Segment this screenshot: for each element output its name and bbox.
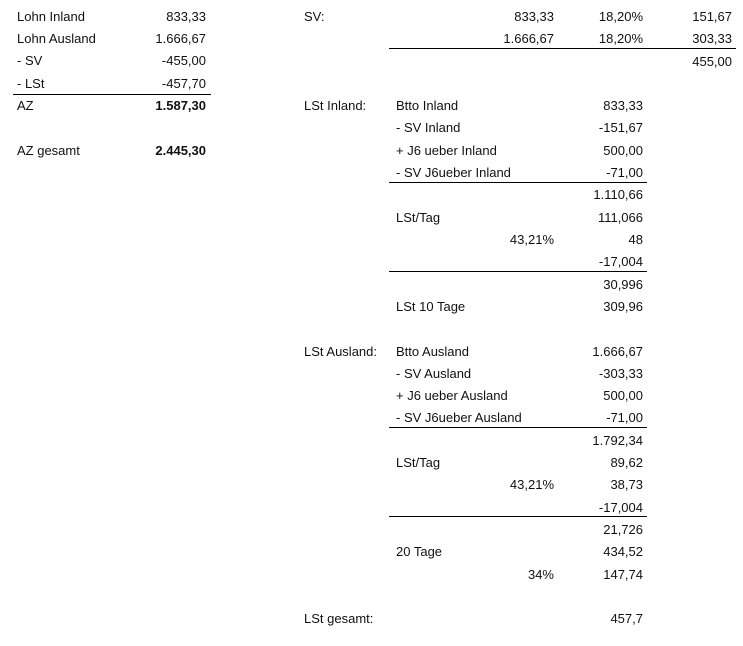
- label-lohn-inland[interactable]: Lohn Inland: [17, 9, 85, 24]
- value-lohn-ausland[interactable]: 1.666,67: [155, 31, 206, 46]
- value-lst-gesamt[interactable]: 457,7: [610, 611, 643, 626]
- value-sv-j6-inland[interactable]: -71,00: [606, 165, 643, 180]
- label-lst-inland[interactable]: LSt Inland:: [304, 98, 367, 113]
- sv-row2-rate[interactable]: 18,20%: [598, 31, 643, 46]
- sv-row1-rate[interactable]: 18,20%: [598, 9, 643, 24]
- sv-row2-base[interactable]: 1.666,67: [503, 31, 554, 46]
- value-sv-ausland[interactable]: -303,33: [598, 366, 643, 381]
- divider-inland-2: [389, 271, 647, 272]
- value-rate-ausland[interactable]: 38,73: [610, 477, 643, 492]
- label-20-tage[interactable]: 20 Tage: [396, 544, 443, 559]
- value-inland-subtotal[interactable]: 1.110,66: [593, 187, 643, 202]
- divider-ausland-1: [389, 427, 647, 428]
- value-sv[interactable]: -455,00: [161, 53, 206, 68]
- label-lst-tag-ausland[interactable]: LSt/Tag: [396, 455, 441, 470]
- value-btto-inland[interactable]: 833,33: [603, 98, 643, 113]
- label-az[interactable]: AZ: [17, 98, 34, 113]
- label-sv-j6-inland[interactable]: - SV J6ueber Inland: [396, 165, 511, 180]
- label-lst-tag-inland[interactable]: LSt/Tag: [396, 210, 441, 225]
- value-deduction-ausland[interactable]: -17,004: [598, 500, 643, 515]
- label-sv-ausland[interactable]: - SV Ausland: [396, 366, 472, 381]
- label-sv-inland[interactable]: - SV Inland: [396, 120, 461, 135]
- label-j6-inland[interactable]: + J6 ueber Inland: [396, 143, 497, 158]
- value-j6-ausland[interactable]: 500,00: [603, 388, 643, 403]
- label-sv-j6-ausland[interactable]: - SV J6ueber Ausland: [396, 410, 522, 425]
- value-20-tage[interactable]: 434,52: [603, 544, 643, 559]
- rate-inland[interactable]: 43,21%: [509, 232, 554, 247]
- value-j6-inland[interactable]: 500,00: [603, 143, 643, 158]
- value-lst[interactable]: -457,70: [161, 76, 206, 91]
- label-lst-10-tage[interactable]: LSt 10 Tage: [396, 299, 466, 314]
- value-ausland-subtotal[interactable]: 1.792,34: [592, 433, 643, 448]
- value-rate2-ausland[interactable]: 147,74: [603, 567, 643, 582]
- value-btto-ausland[interactable]: 1.666,67: [592, 344, 643, 359]
- value-lst-10-tage[interactable]: 309,96: [603, 299, 643, 314]
- label-lst[interactable]: - LSt: [17, 76, 45, 91]
- label-sv-section[interactable]: SV:: [304, 9, 325, 24]
- sv-total[interactable]: 455,00: [692, 54, 732, 69]
- label-az-gesamt[interactable]: AZ gesamt: [17, 143, 80, 158]
- label-btto-inland[interactable]: Btto Inland: [396, 98, 459, 113]
- value-lst-tag-ausland[interactable]: 89,62: [610, 455, 643, 470]
- label-sv[interactable]: - SV: [17, 53, 43, 68]
- value-inland-result[interactable]: 30,996: [603, 277, 643, 292]
- divider-ausland-2: [389, 516, 647, 517]
- value-sv-inland[interactable]: -151,67: [598, 120, 643, 135]
- label-lohn-ausland[interactable]: Lohn Ausland: [17, 31, 96, 46]
- value-lst-tag-inland[interactable]: 111,066: [597, 210, 643, 225]
- value-lohn-inland[interactable]: 833,33: [166, 9, 206, 24]
- label-btto-ausland[interactable]: Btto Ausland: [396, 344, 469, 359]
- sv-row2-amount[interactable]: 303,33: [692, 31, 732, 46]
- value-az[interactable]: 1.587,30: [155, 98, 206, 113]
- divider-az: [13, 94, 211, 95]
- sv-row1-amount[interactable]: 151,67: [692, 9, 732, 24]
- value-az-gesamt[interactable]: 2.445,30: [155, 143, 206, 158]
- label-lst-ausland[interactable]: LSt Ausland:: [304, 344, 377, 359]
- sv-row1-base[interactable]: 833,33: [514, 9, 554, 24]
- value-ausland-result[interactable]: 21,726: [603, 522, 643, 537]
- label-lst-gesamt[interactable]: LSt gesamt:: [304, 611, 374, 626]
- divider-sv: [389, 48, 736, 49]
- value-deduction-inland[interactable]: -17,004: [598, 254, 643, 269]
- rate-ausland[interactable]: 43,21%: [509, 477, 554, 492]
- value-sv-j6-ausland[interactable]: -71,00: [606, 410, 643, 425]
- divider-inland-1: [389, 182, 647, 183]
- value-rate-inland[interactable]: 48: [628, 232, 643, 247]
- rate2-ausland[interactable]: 34%: [527, 567, 554, 582]
- label-j6-ausland[interactable]: + J6 ueber Ausland: [396, 388, 508, 403]
